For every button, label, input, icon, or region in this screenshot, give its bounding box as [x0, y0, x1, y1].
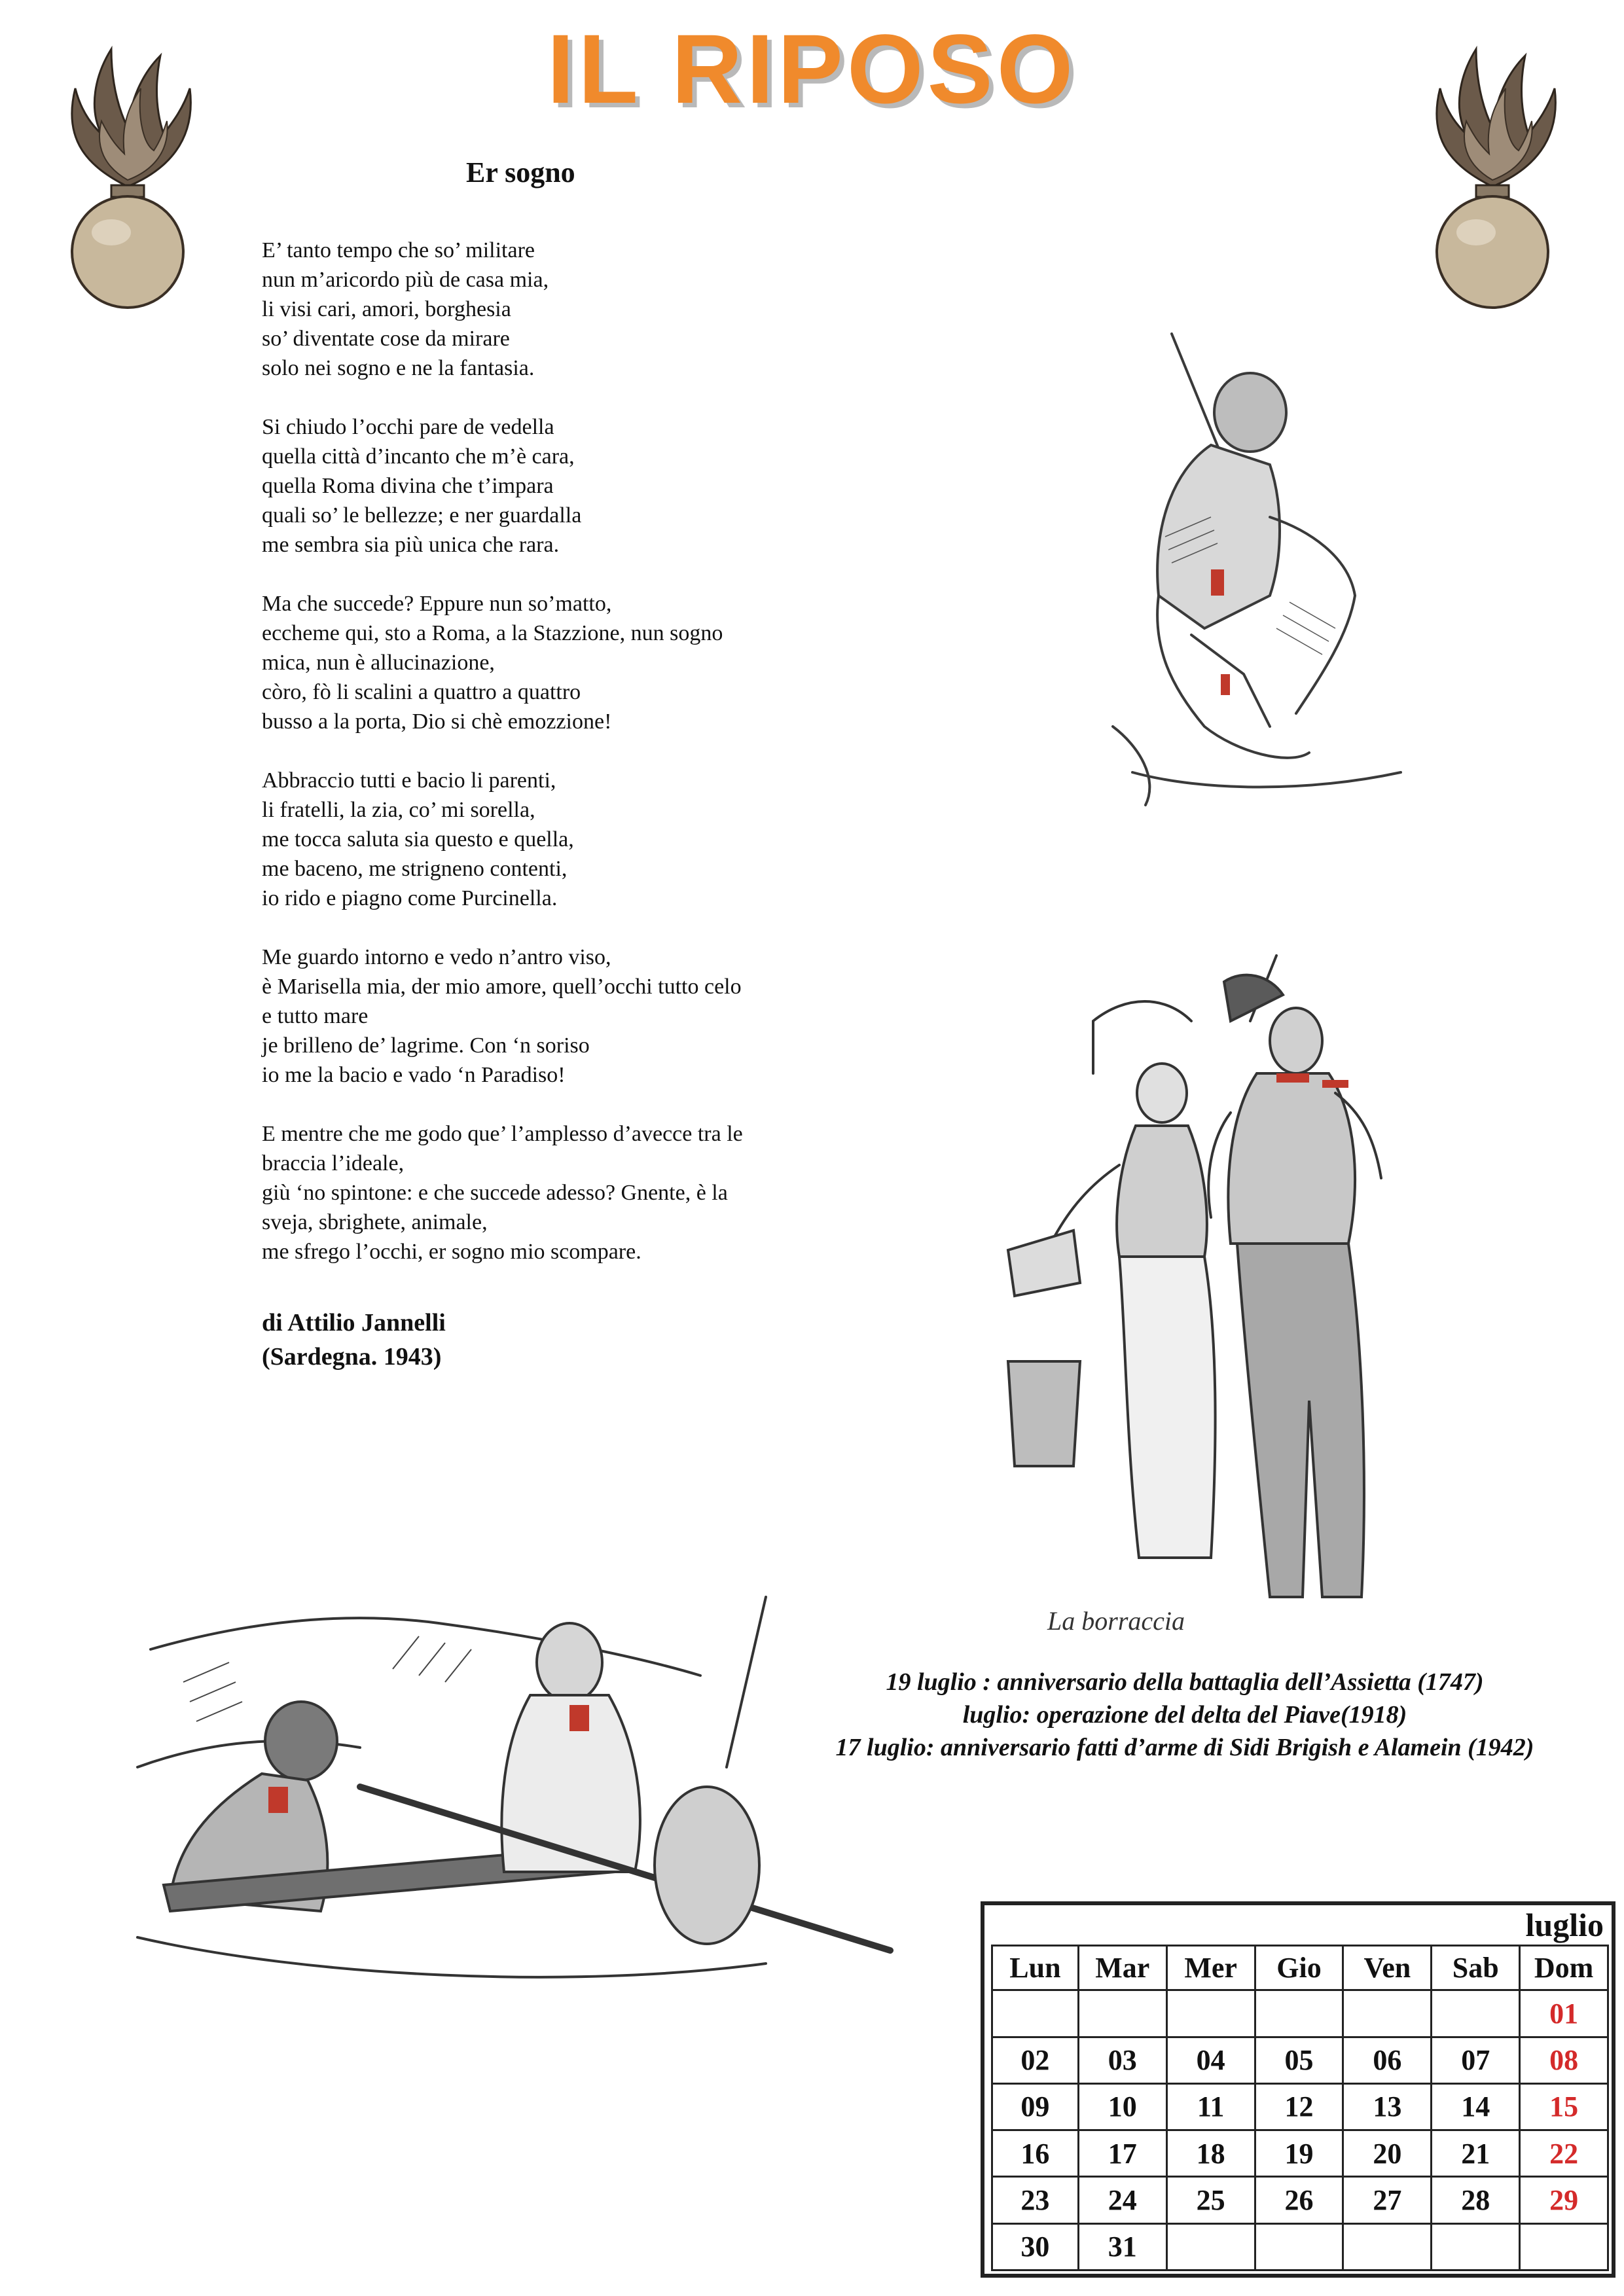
- calendar-weekday: Gio: [1256, 1945, 1344, 1991]
- anniversary-item: luglio: operazione del delta del Piave(1918): [962, 1701, 1407, 1729]
- calendar-day: 28: [1432, 2178, 1521, 2224]
- poem-line: je brilleno de’ lagrime. Con ‘n soriso: [262, 1033, 590, 1058]
- calendar-day: 07: [1432, 2038, 1521, 2085]
- calendar-month: luglio: [1525, 1907, 1604, 1943]
- calendar-day: 30: [991, 2225, 1079, 2271]
- calendar-day: 25: [1168, 2178, 1256, 2224]
- calendar-day: 01: [1521, 1991, 1609, 2037]
- calendar-empty-cell: [1168, 2225, 1256, 2271]
- poem-stanza: [262, 1119, 818, 1266]
- calendar-weekday: Dom: [1521, 1945, 1609, 1991]
- calendar-day: 12: [1256, 2085, 1344, 2131]
- calendar-day: 14: [1432, 2085, 1521, 2131]
- poem-line: Si chiudo l’occhi pare de vedella: [262, 415, 554, 439]
- poem-line: me baceno, me strigneno contenti,: [262, 857, 568, 881]
- poem-line: nun m’aricordo più de casa mia,: [262, 268, 549, 292]
- calendar-day: 04: [1168, 2038, 1256, 2085]
- calendar-day: 21: [1432, 2131, 1521, 2178]
- calendar-day: 18: [1168, 2131, 1256, 2178]
- calendar-day: 22: [1521, 2131, 1609, 2178]
- poem-line: quella città d’incanto che m’è cara,: [262, 444, 575, 469]
- illustration-caption: La borraccia: [1047, 1606, 1185, 1636]
- poem-line: mica, nun è allucinazione,: [262, 651, 495, 675]
- calendar-empty-cell: [1344, 1991, 1432, 2037]
- calendar-day: 03: [1079, 2038, 1168, 2085]
- calendar-day: 05: [1256, 2038, 1344, 2085]
- grenade-flame-icon: [1414, 36, 1571, 311]
- author-name: di Attilio Jannelli: [262, 1309, 446, 1336]
- calendar-empty-cell: [1344, 2225, 1432, 2271]
- poem-stanza: [262, 236, 818, 383]
- poem-line: Ma che succede? Eppure nun so’matto,: [262, 592, 612, 616]
- poem-line: còro, fò li scalini a quattro a quattro: [262, 680, 581, 704]
- poem-line: quali so’ le bellezze; e ner guardalla: [262, 503, 582, 528]
- poem-line: Me guardo intorno e vedo n’antro viso,: [262, 945, 611, 969]
- anniversary-item: 19 luglio : anniversario della battaglia dell’Assietta (1747): [886, 1668, 1484, 1696]
- calendar-day: 26: [1256, 2178, 1344, 2224]
- author-origin: (Sardegna. 1943): [262, 1343, 442, 1371]
- poem-line: me tocca saluta sia questo e quella,: [262, 827, 574, 852]
- poem-line: li visi cari, amori, borghesia: [262, 297, 511, 321]
- soldier-sketch-icon: [1074, 321, 1440, 831]
- page-title: IL RIPOSO: [547, 14, 1077, 124]
- calendar-day: 29: [1521, 2178, 1609, 2224]
- poem-stanza: [262, 589, 818, 736]
- poem-line: busso a la porta, Dio si chè emozzione!: [262, 709, 612, 734]
- soldiers-in-trench-sketch-icon: [111, 1571, 897, 2029]
- anniversary-item: 17 luglio: anniversario fatti d’arme di Sidi Brigish e Alamein (1942): [835, 1734, 1534, 1761]
- poem-line: sveja, sbrighete, animale,: [262, 1210, 488, 1234]
- poem-line: Abbraccio tutti e bacio li parenti,: [262, 768, 556, 793]
- poem-line: E mentre che me godo que’ l’amplesso d’avecce tra le: [262, 1122, 743, 1146]
- calendar-day: 17: [1079, 2131, 1168, 2178]
- calendar-weekday: Ven: [1344, 1945, 1432, 1991]
- calendar-weekday: Lun: [991, 1945, 1079, 1991]
- calendar-day: 10: [1079, 2085, 1168, 2131]
- calendar-day: 08: [1521, 2038, 1609, 2085]
- poem-author: [262, 1306, 446, 1374]
- poem-line: è Marisella mia, der mio amore, quell’occhi tutto celo: [262, 975, 742, 999]
- poem-line: me sembra sia più unica che rara.: [262, 533, 560, 557]
- poem-line: io me la bacio e vado ‘n Paradiso!: [262, 1063, 566, 1087]
- calendar-empty-cell: [1168, 1991, 1256, 2037]
- poem-line: so’ diventate cose da mirare: [262, 327, 510, 351]
- calendar-empty-cell: [1521, 2225, 1609, 2271]
- poem-line: e tutto mare: [262, 1004, 369, 1028]
- calendar-grid: [991, 1945, 1609, 2271]
- poem-line: E’ tanto tempo che so’ militare: [262, 238, 535, 262]
- calendar-weekday: Sab: [1432, 1945, 1521, 1991]
- poem-stanza: [262, 942, 818, 1090]
- grenade-flame-icon: [49, 36, 206, 311]
- poem-line: giù ‘no spintone: e che succede adesso? Gnente, è la: [262, 1181, 728, 1205]
- calendar-weekday: Mer: [1168, 1945, 1256, 1991]
- poem-line: io rido e piagno come Purcinella.: [262, 886, 558, 910]
- calendar-day: 06: [1344, 2038, 1432, 2085]
- poem-line: li fratelli, la zia, co’ mi sorella,: [262, 798, 535, 822]
- poem-line: me sfrego l’occhi, er sogno mio scompare.: [262, 1240, 641, 1264]
- calendar-day: 31: [1079, 2225, 1168, 2271]
- poem-stanza: [262, 412, 818, 560]
- calendar-day: 13: [1344, 2085, 1432, 2131]
- calendar-day: 23: [991, 2178, 1079, 2224]
- calendar-day: 27: [1344, 2178, 1432, 2224]
- month-calendar: [981, 1901, 1615, 2278]
- calendar-day: 20: [1344, 2131, 1432, 2178]
- poem-line: braccia l’ideale,: [262, 1151, 405, 1175]
- poem-line: eccheme qui, sto a Roma, a la Stazzione, nun sogno: [262, 621, 723, 645]
- calendar-empty-cell: [1256, 2225, 1344, 2271]
- calendar-weekday: Mar: [1079, 1945, 1168, 1991]
- calendar-empty-cell: [1432, 2225, 1521, 2271]
- soldier-and-woman-sketch-icon: [995, 942, 1492, 1649]
- poem-line: solo nei sogno e ne la fantasia.: [262, 356, 535, 380]
- calendar-empty-cell: [991, 1991, 1079, 2037]
- poem-title: Er sogno: [466, 156, 575, 188]
- anniversaries: [772, 1666, 1597, 1764]
- calendar-day: 02: [991, 2038, 1079, 2085]
- poem-line: quella Roma divina che t’impara: [262, 474, 554, 498]
- poem-body: [262, 236, 818, 1296]
- calendar-day: 16: [991, 2131, 1079, 2178]
- poem-stanza: [262, 766, 818, 913]
- calendar-empty-cell: [1256, 1991, 1344, 2037]
- calendar-day: 09: [991, 2085, 1079, 2131]
- calendar-day: 24: [1079, 2178, 1168, 2224]
- calendar-empty-cell: [1432, 1991, 1521, 2037]
- calendar-day: 19: [1256, 2131, 1344, 2178]
- calendar-day: 11: [1168, 2085, 1256, 2131]
- calendar-day: 15: [1521, 2085, 1609, 2131]
- calendar-empty-cell: [1079, 1991, 1168, 2037]
